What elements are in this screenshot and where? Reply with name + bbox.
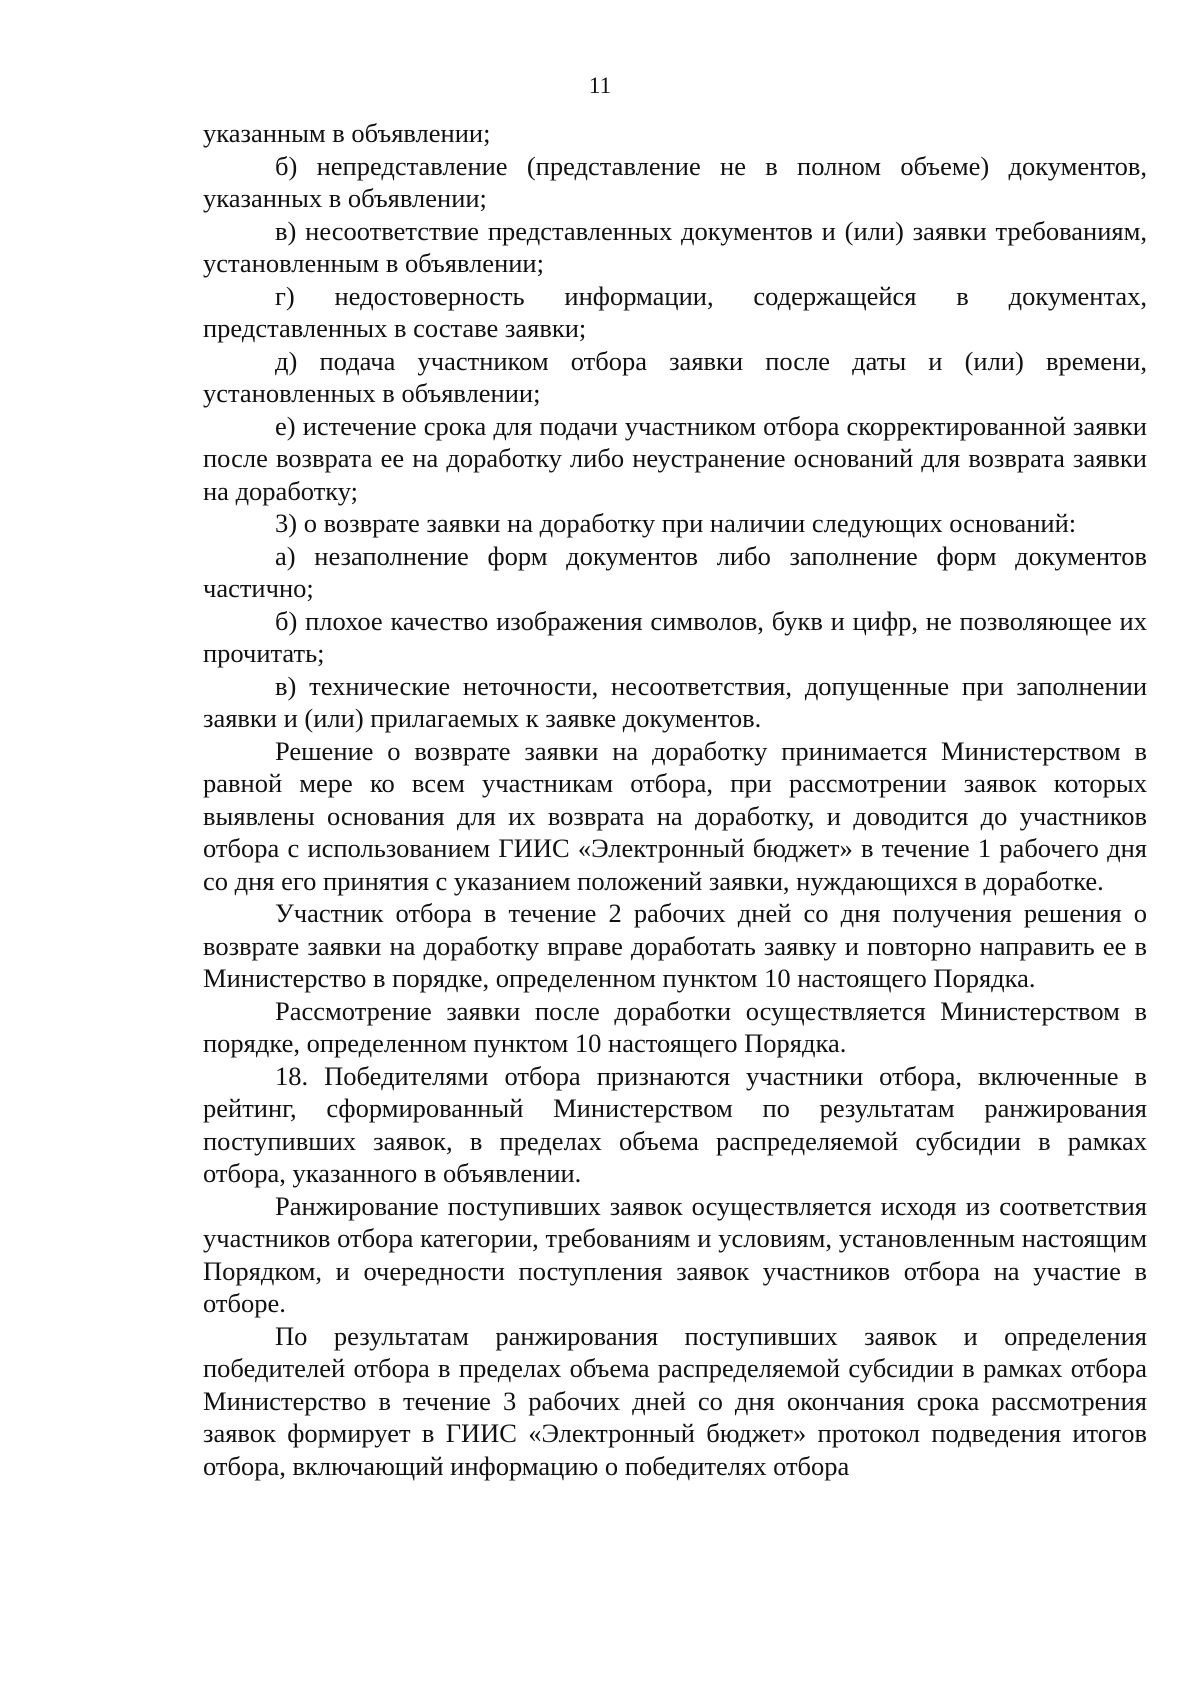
- paragraph-participant-revision: Участник отбора в течение 2 рабочих дней со дня получения решения о возврате заявки на доработку вправе доработать заявку и повторно направить ее в Министерство в порядке, определенном пунктом 10 настоящего Порядка.: [203, 898, 1147, 993]
- document-body: [203, 117, 1147, 1482]
- paragraph-item-18-winners: 18. Победителями отбора признаются участники отбора, включенные в рейтинг, сформированный Министерством по результатам ранжирования поступивших заявок, в пределах объема распределяемой субсидии в рамках отбора, указанного в объявлении.: [203, 1060, 1147, 1188]
- list-item-e-deadline-expiry: е) истечение срока для подачи участником отбора скорректированной заявки после возврата ее на доработку либо неустранение оснований для возврата заявки на доработку;: [203, 410, 1147, 506]
- list-item-v-noncompliance: в) несоответствие представленных документов и (или) заявки требованиям, установленным в объявлении;: [203, 215, 1147, 278]
- list-item-b-poor-quality: б) плохое качество изображения символов, букв и цифр, не позволяющее их прочитать;: [203, 605, 1147, 668]
- list-item-a-unfilled-forms: а) незаполнение форм документов либо заполнение форм документов частично;: [203, 540, 1147, 603]
- page-number: 11: [588, 73, 612, 98]
- list-item-3-return-grounds: 3) о возврате заявки на доработку при наличии следующих оснований:: [275, 508, 1077, 538]
- list-item-v-technical-errors: в) технические неточности, несоответствия, допущенные при заполнении заявки и (или) прилагаемых к заявке документов.: [203, 670, 1147, 733]
- paragraph-ranking-results: По результатам ранжирования поступивших заявок и определения победителей отбора в пределах объема распределяемой субсидии в рамках отбора Министерство в течение 3 рабочих дней со дня окончания срока рассмотрения заявок формирует в ГИИС «Электронный бюджет» протокол подведения итогов отбора, включающий информацию о победителях отбора: [203, 1320, 1147, 1481]
- list-item-g-inaccuracy: г) недостоверность информации, содержащейся в документах, представленных в составе заявки;: [203, 280, 1147, 343]
- paragraph-continuation: указанным в объявлении;: [203, 118, 491, 148]
- paragraph-ranking: Ранжирование поступивших заявок осуществляется исходя из соответствия участников отбора категории, требованиям и условиям, установленным настоящим Порядком, и очередности поступления заявок участников отбора на участие в отборе.: [203, 1190, 1147, 1318]
- list-item-b-nonsubmission: б) непредставление (представление не в полном объеме) документов, указанных в объявлении;: [203, 150, 1147, 213]
- list-item-d-late-submission: д) подача участником отбора заявки после даты и (или) времени, установленных в объявлении;: [203, 345, 1147, 408]
- paragraph-review-after-revision: Рассмотрение заявки после доработки осуществляется Министерством в порядке, определенном пунктом 10 настоящего Порядка.: [203, 995, 1147, 1058]
- paragraph-return-decision: Решение о возврате заявки на доработку принимается Министерством в равной мере ко всем участникам отбора, при рассмотрении заявок которых выявлены основания для их возврата на доработку, и доводится до участников отбора с использованием ГИИС «Электронный бюджет» в течение 1 рабочего дня со дня его принятия с указанием положений заявки, нуждающихся в доработке.: [203, 735, 1147, 896]
